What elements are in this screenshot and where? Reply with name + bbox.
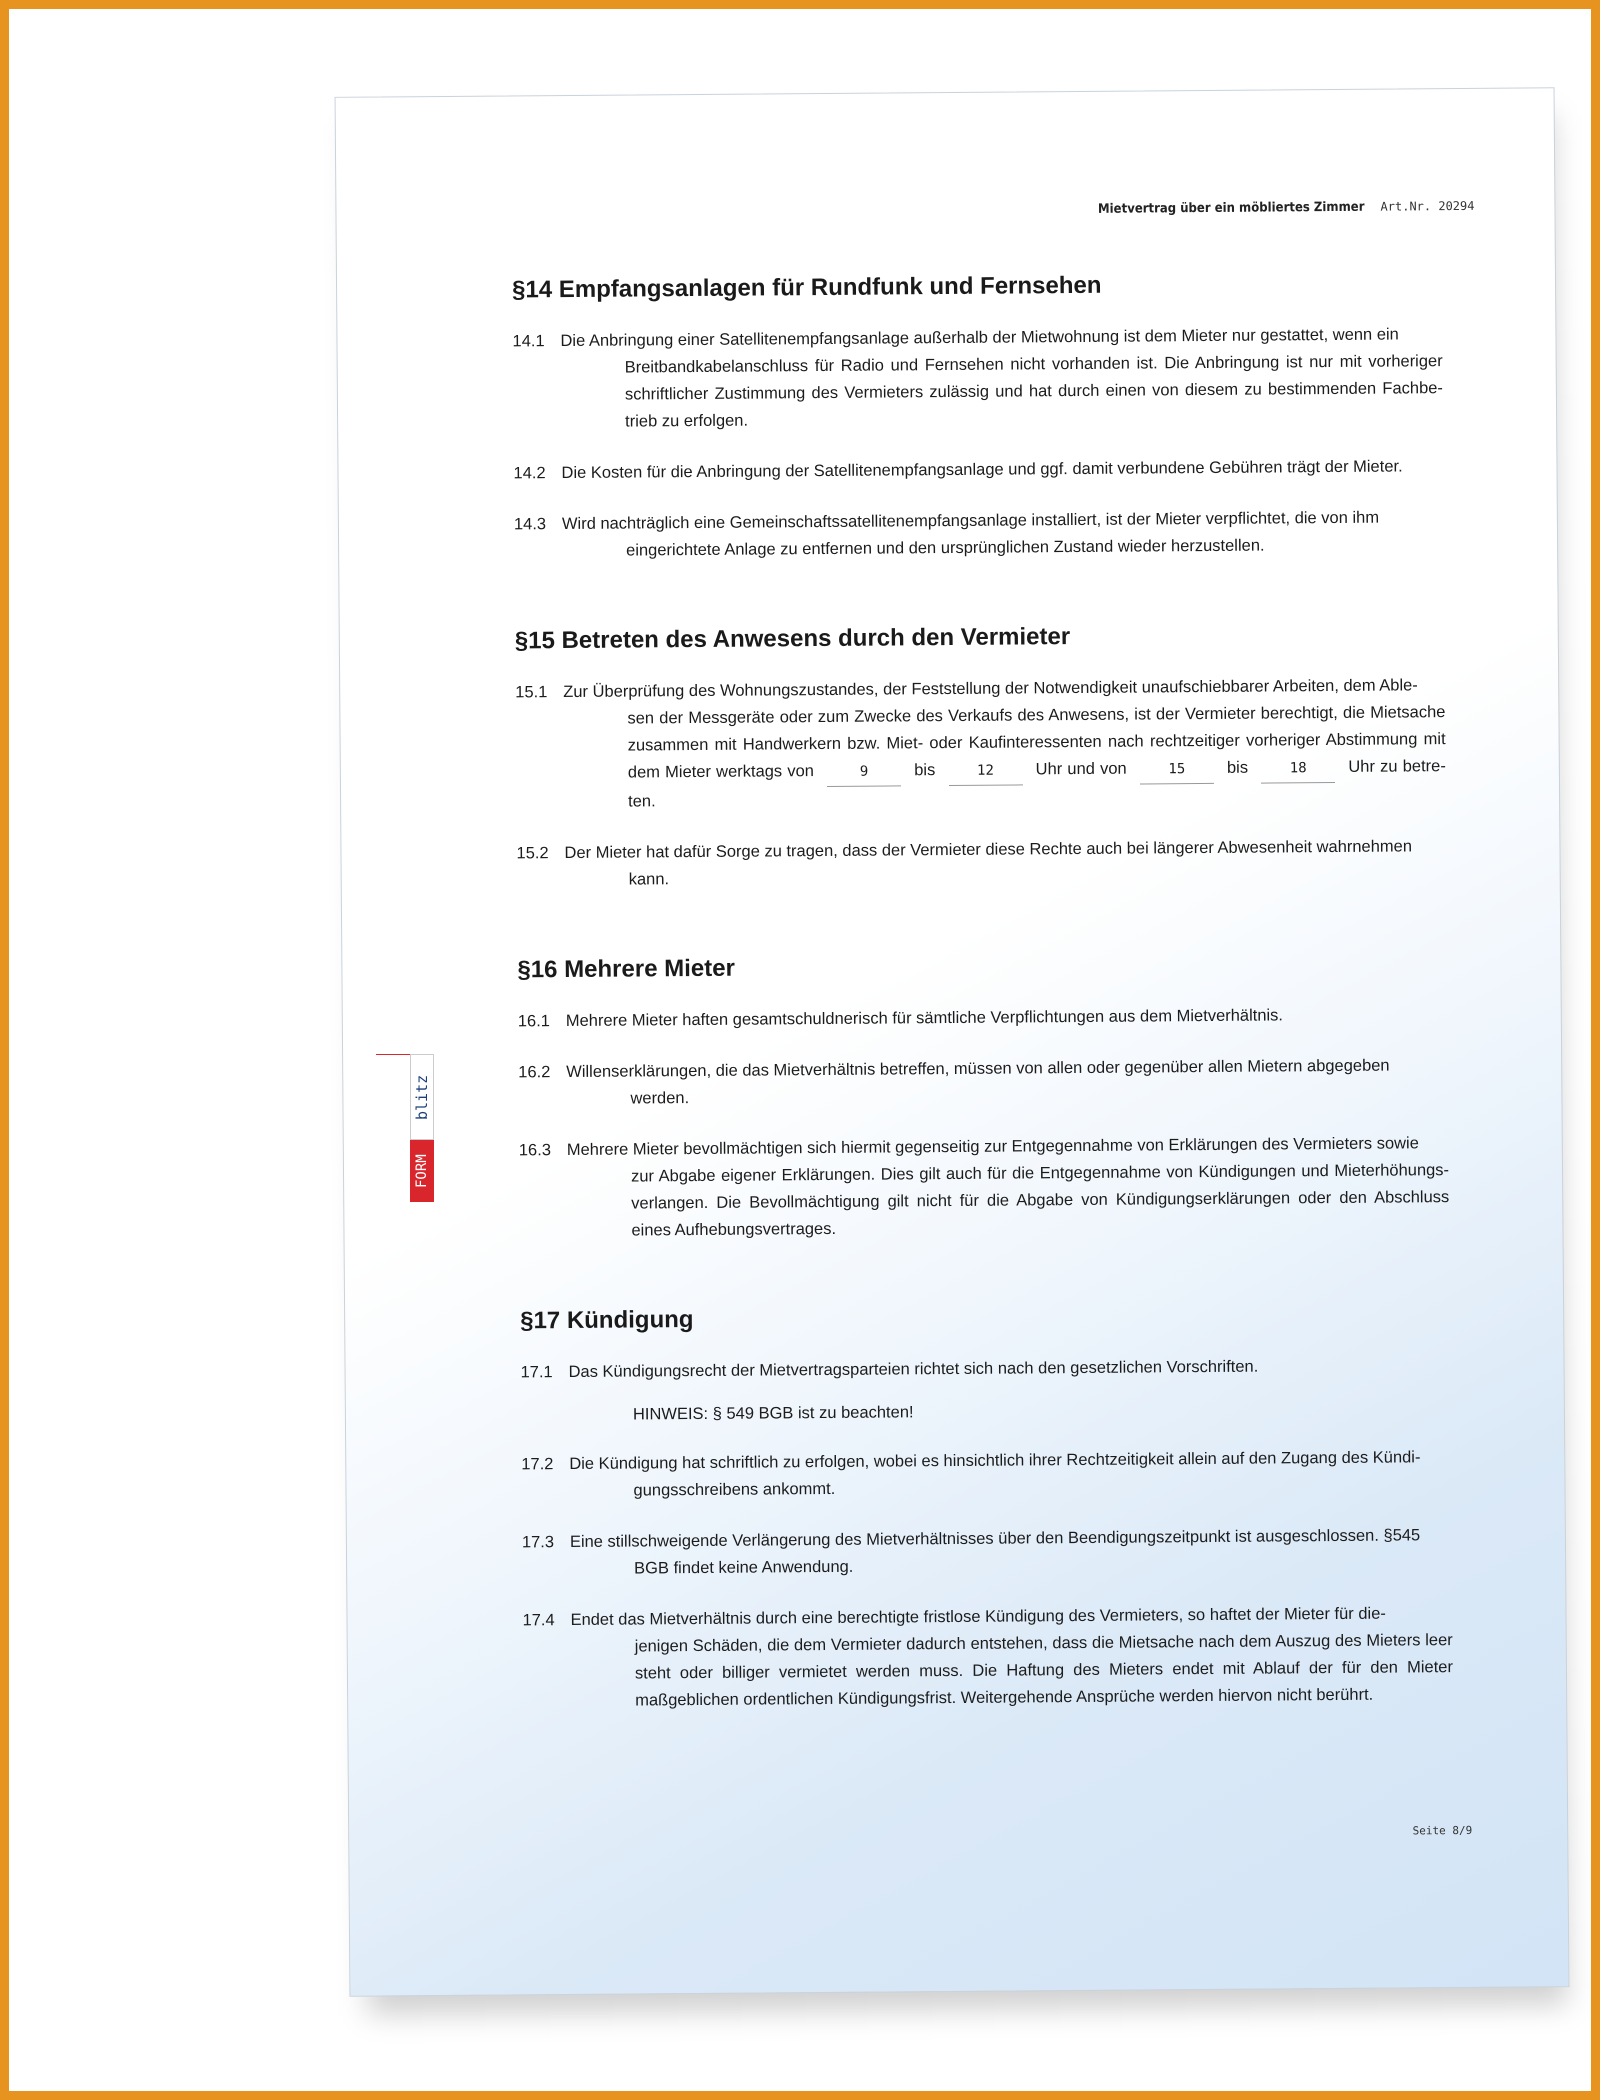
clause-text: Die Kündigung hat schriftlich zu erfolgen, wobei es hinsichtlich ihrer Rechtzeitigkeit allein auf den Zugang des Kündi-: [569, 1448, 1421, 1474]
hinweis-note: HINWEIS: § 549 BGB ist zu beachten!: [632, 1403, 914, 1424]
logo-form-text: FORM: [410, 1140, 434, 1202]
clause-text: Wird nachträglich eine Gemeinschaftssatellitenempfangsanlage installiert, ist der Mieter verpflichtet, die von ihm: [561, 508, 1380, 534]
document-header: [1098, 199, 1475, 217]
clause-number: 16.1: [517, 1012, 551, 1031]
clause-17-4: [522, 1600, 1453, 1715]
time-field-end-afternoon[interactable]: 18: [1261, 755, 1335, 784]
page-number: Seite 8/9: [1412, 1823, 1473, 1838]
clause-16-3: [519, 1130, 1450, 1245]
clause-number: 16.2: [518, 1063, 551, 1082]
clause-number: 17.3: [521, 1533, 555, 1552]
time-line-suffix: Uhr zu betre-: [1348, 757, 1446, 776]
clause-number: 15.2: [516, 844, 549, 863]
section-title-15: §15 Betreten des Anwesens durch den Vermieter: [514, 623, 1071, 655]
clause-text: Eine stillschweigende Verlängerung des Mietverhältnisses über den Beendigungszeitpunkt ist ausgeschlossen. §545: [569, 1526, 1421, 1552]
clause-text: Das Kündigungsrecht der Mietvertragsparteien richtet sich nach den gesetzlichen Vorschriften.: [568, 1357, 1259, 1382]
clause-text-continued: jenigen Schäden, die dem Vermieter dadurch entstehen, dass die Mietsache nach dem Auszug des Mieters leer steht oder billiger vermietet werden muss. Die Haftung des Mieters endet mit Ablauf der für den Mieter maßgeblichen ordentlichen Kündigungsfrist. Weitergehende Ansprüche werden hiervon nicht berührt.: [634, 1631, 1453, 1710]
clause-number: 14.2: [513, 464, 546, 483]
clause-text: Mehrere Mieter bevollmächtigen sich hiermit gegenseitig zur Entgegennahme von Erklärungen des Vermieters sowie: [566, 1134, 1419, 1160]
clause-text: Der Mieter hat dafür Sorge zu tragen, dass der Vermieter diese Rechte auch bei längerer Abwesenheit wahrnehmen: [564, 837, 1413, 863]
formblitz-logo: [410, 1052, 434, 1202]
clause-text-continued: gungsschreibens ankommt.: [633, 1479, 836, 1500]
clause-14-3: [514, 504, 1444, 565]
time-field-start-morning[interactable]: 9: [827, 758, 901, 787]
clause-text: Endet das Mietverhältnis durch eine berechtigte fristlose Kündigung des Vermieters, so haftet der Mieter für die-: [570, 1604, 1386, 1630]
clause-number: 16.3: [518, 1141, 552, 1160]
time-bis-label: bis: [1226, 758, 1249, 777]
clause-number: 15.1: [515, 683, 548, 702]
clause-text: Die Kosten für die Anbringung der Satellitenempfangsanlage und ggf. damit verbundene Gebühren trägt der Mieter.: [561, 457, 1403, 483]
clause-text: Willenserklärungen, die das Mietverhältnis betreffen, müssen von allen oder gegenüber allen Mietern abgegeben: [566, 1056, 1390, 1082]
clause-17-2: [521, 1444, 1451, 1505]
clause-number: 14.1: [512, 332, 545, 351]
document-title: Mietvertrag über ein möbliertes Zimmer: [1097, 199, 1365, 217]
clause-text-continued: eingerichtete Anlage zu entfernen und den ursprünglichen Zustand wieder herzustellen.: [626, 536, 1265, 560]
clause-text-continued: werden.: [630, 1089, 690, 1108]
time-line-middle: Uhr und von: [1035, 759, 1127, 779]
clause-15-1: [515, 672, 1446, 816]
logo-blitz-text: blitz: [410, 1054, 434, 1140]
clause-text-tail: ten.: [628, 792, 656, 811]
clause-text-continued: BGB findet keine Anwendung.: [634, 1557, 854, 1578]
clause-number: 14.3: [513, 515, 547, 534]
clause-text: Die Anbringung einer Satellitenempfangsanlage außerhalb der Mietwohnung ist dem Mieter nur gestattet, wenn ein: [560, 325, 1399, 351]
clause-17-1: [520, 1352, 1450, 1386]
time-bis-label: bis: [914, 761, 936, 780]
clause-14-2: [513, 453, 1443, 487]
clause-14-1: [512, 321, 1443, 436]
article-number: Art.Nr. 20294: [1380, 198, 1475, 214]
clause-number: 17.1: [520, 1363, 553, 1382]
clause-text-continued: kann.: [628, 870, 670, 889]
clause-number: 17.2: [521, 1455, 554, 1474]
document-page: [335, 87, 1570, 1997]
section-title-16: §16 Mehrere Mieter: [517, 954, 735, 984]
clause-15-2: [516, 833, 1446, 894]
time-field-start-afternoon[interactable]: 15: [1140, 756, 1214, 785]
time-field-end-morning[interactable]: 12: [948, 757, 1022, 786]
clause-16-2: [518, 1052, 1448, 1113]
section-title-17: §17 Kündigung: [520, 1306, 694, 1335]
clause-text-continued: zur Abgabe eigener Erklärungen. Dies gilt auch für die Entgegennahme von Kündigungen und Mieterhöhungs-verlangen. Die Bevollmächtigung gilt nicht für die Abgabe von Kündigungserklärungen oder den Abschluss eines Aufhebungsvertrages.: [630, 1161, 1450, 1240]
clause-text-continued: sen der Messgeräte oder zum Zwecke des Verkaufs des Anwesens, ist der Vermieter berechtigt, die Mietsache zusammen mit Handwerkern bzw. Miet- oder Kaufinteressenten nach rechtzeitiger vorheriger Abstimmung: [627, 703, 1446, 755]
section-title-14: §14 Empfangsanlagen für Rundfunk und Fernsehen: [511, 271, 1102, 304]
time-line-prefix: mit dem Mieter werktags von: [627, 730, 1446, 782]
clause-text: Mehrere Mieter haften gesamtschuldnerisch für sämtliche Verpflichtungen aus dem Mietverhältnis.: [565, 1006, 1284, 1031]
clause-17-3: [522, 1522, 1452, 1583]
clause-text-continued: Breitbandkabelanschluss für Radio und Fernsehen nicht vorhanden ist. Die Anbringung ist nur mit vorheriger schriftlicher Zustimmung des Vermieters zulässig und hat durch einen von diesem zu bestimmenden Fachbe-trieb zu erfolgen.: [624, 352, 1443, 431]
clause-number: 17.4: [522, 1611, 555, 1630]
document-body: [512, 269, 1453, 1739]
clause-16-1: [518, 1001, 1448, 1035]
clause-text: Zur Überprüfung des Wohnungszustandes, der Feststellung der Notwendigkeit unaufschiebbarer Arbeiten, dem Able-: [563, 676, 1418, 702]
